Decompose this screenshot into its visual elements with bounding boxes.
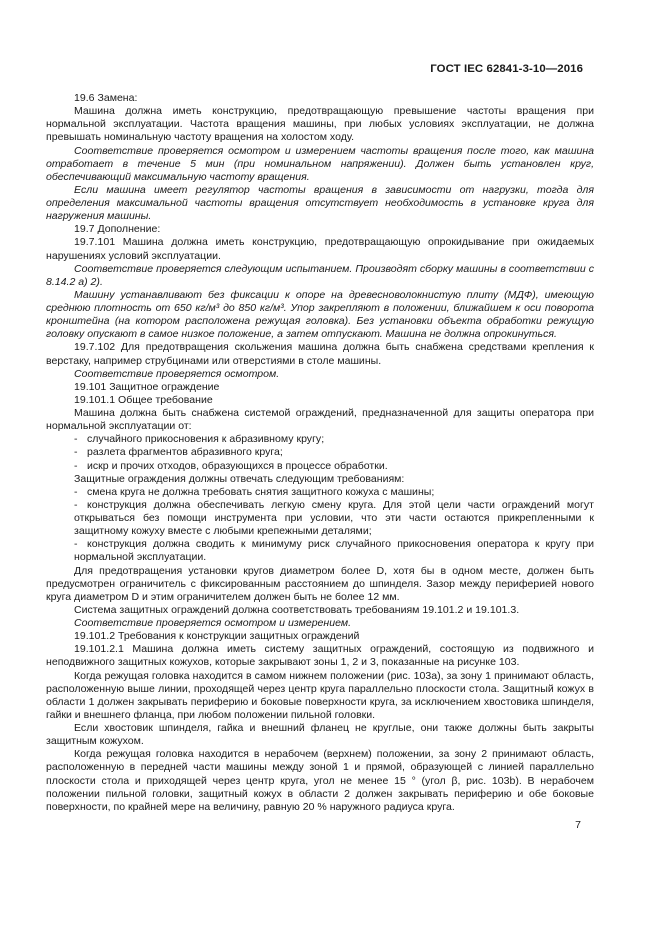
paragraph: Для предотвращения установки кругов диаметром более D, хотя бы в одном месте, должен быть предусмотрен ограничитель с фиксированным расстоянием до шпинделя. Зазор между периферией нового круга диаметром D и этим ограничителем должен быть не более 12 мм.	[46, 564, 594, 603]
list-dash: -	[74, 498, 78, 511]
list-dash: -	[74, 459, 78, 472]
document-body	[46, 92, 594, 814]
list-item	[46, 446, 594, 459]
list-item-text: случайного прикосновения к абразивному кругу;	[87, 433, 325, 446]
list-item	[46, 499, 594, 538]
paragraph: Когда режущая головка находится в нерабочем (верхнем) положении, за зону 2 принимают область, расположенную в передней части машины между зоной 1 и прямой, образующей с линией параллельно плоскости стола и приходящей через центр круга, угол не менее 15 ° (угол β, рис. 103b). В нерабочем положении пильной головки, защитный кожух в области 2 должен закрывать периферию и обе боковые поверхности, по крайней мере на величину, равную 20 % наружного радиуса круга.	[46, 748, 594, 813]
list-item-text: конструкция должна обеспечивать легкую смену круга. Для этой цели части ограждений могут открываться без помощи инструмента при условии, что эти части остаются прикрепленными к защитному кожуху вместе с любыми крепежными деталями;	[74, 498, 594, 538]
compliance-paragraph: Соответствие проверяется следующим испытанием. Производят сборку машины в соответствии с 8.14.2 а) 2).	[46, 262, 594, 288]
page-number: 7	[575, 819, 581, 831]
compliance-paragraph: Соответствие проверяется осмотром и измерением.	[74, 617, 351, 629]
list-item-text: смена круга не должна требовать снятия защитного кожуха с машины;	[87, 485, 435, 498]
list-item	[46, 433, 594, 446]
list-item-text: конструкция должна сводить к минимуму риск случайного прикосновения оператора к кругу при нормальной эксплуатации.	[74, 538, 594, 564]
compliance-paragraph: Соответствие проверяется осмотром и измерением частоты вращения после того, как машина отработает в течение 5 мин (при номинальном напряжении). Должен быть установлен круг, обеспечивающий максимальную частоту вращения.	[46, 144, 594, 183]
paragraph: 19.101.1 Общее требование	[74, 393, 213, 406]
compliance-paragraph: Машину устанавливают без фиксации к опоре на древесноволокнистую плиту (МДФ), имеющую среднюю плотность от 650 кг/м³ до 850 кг/м³. Упор закрепляют в положении, ближайшем к оси поворота кронштейна (на котором расположена режущая головка). Без установки объекта обработки режущую головку опускают в самое низкое положение, а затем отпускают. Машина не должна опрокинуться.	[46, 288, 594, 341]
paragraph: 19.101.2.1 Машина должна иметь систему защитных ограждений, состоящую из подвижного и неподвижного защитных кожухов, которые закрывают зоны 1, 2 и 3, показанные на рисунке 103.	[46, 643, 594, 669]
list-item-text: разлета фрагментов абразивного круга;	[87, 446, 283, 459]
paragraph: Защитные ограждения должны отвечать следующим требованиям:	[74, 472, 405, 485]
paragraph: Машина должна иметь конструкцию, предотвращающую превышение частоты вращения при нормальной эксплуатации. Частота вращения машины, при любых условиях эксплуатации, не должна превышать номинальную частоту вращения на холостом ходу.	[46, 105, 594, 144]
list-dash: -	[74, 538, 78, 551]
paragraph: Система защитных ограждений должна соответствовать требованиям 19.101.2 и 19.101.3.	[74, 603, 520, 616]
list-dash: -	[74, 485, 78, 498]
paragraph: 19.7 Дополнение:	[74, 223, 161, 236]
paragraph: 19.7.101 Машина должна иметь конструкцию, предотвращающую опрокидывание при ожидаемых нарушениях условий эксплуатации.	[46, 236, 594, 262]
list-dash: -	[74, 446, 78, 459]
paragraph: 19.6 Замена:	[74, 92, 138, 104]
paragraph: Если хвостовик шпинделя, гайка и внешний фланец не круглые, они также должны быть закрыты защитным кожухом.	[46, 722, 594, 748]
paragraph: 19.101.2 Требования к конструкции защитных ограждений	[74, 630, 360, 643]
paragraph: Когда режущая головка находится в самом нижнем положении (рис. 103а), за зону 1 принимают область, расположенную выше линии, проходящей через центр круга параллельно плоскости стола. Защитный кожух в области 1 должен закрывать периферию и боковые поверхности круга, за исключением хвостовика шпинделя, гайки и внешнего фланца, при любом положении пильной головки.	[46, 669, 594, 721]
paragraph: 19.7.102 Для предотвращения скольжения машина должна быть снабжена средствами крепления к верстаку, например струбцинами или отверстиями в столе машины.	[46, 341, 594, 367]
compliance-paragraph: Если машина имеет регулятор частоты вращения в зависимости от нагрузки, тогда для определения максимальной частоты вращения отсутствует необходимость в установке круга для нагружения машины.	[46, 183, 594, 223]
list-dash: -	[74, 433, 78, 446]
list-item	[46, 538, 594, 564]
list-item	[46, 460, 594, 473]
paragraph: 19.101 Защитное ограждение	[74, 380, 220, 393]
paragraph: Машина должна быть снабжена системой ограждений, предназначенной для защиты оператора при нормальной эксплуатации от:	[46, 407, 594, 433]
list-item-text: искр и прочих отходов, образующихся в процессе обработки.	[87, 459, 388, 472]
list-item	[46, 486, 594, 499]
standard-title: ГОСТ IEC 62841-3-10—2016	[430, 63, 583, 75]
compliance-paragraph: Соответствие проверяется осмотром.	[74, 367, 280, 380]
